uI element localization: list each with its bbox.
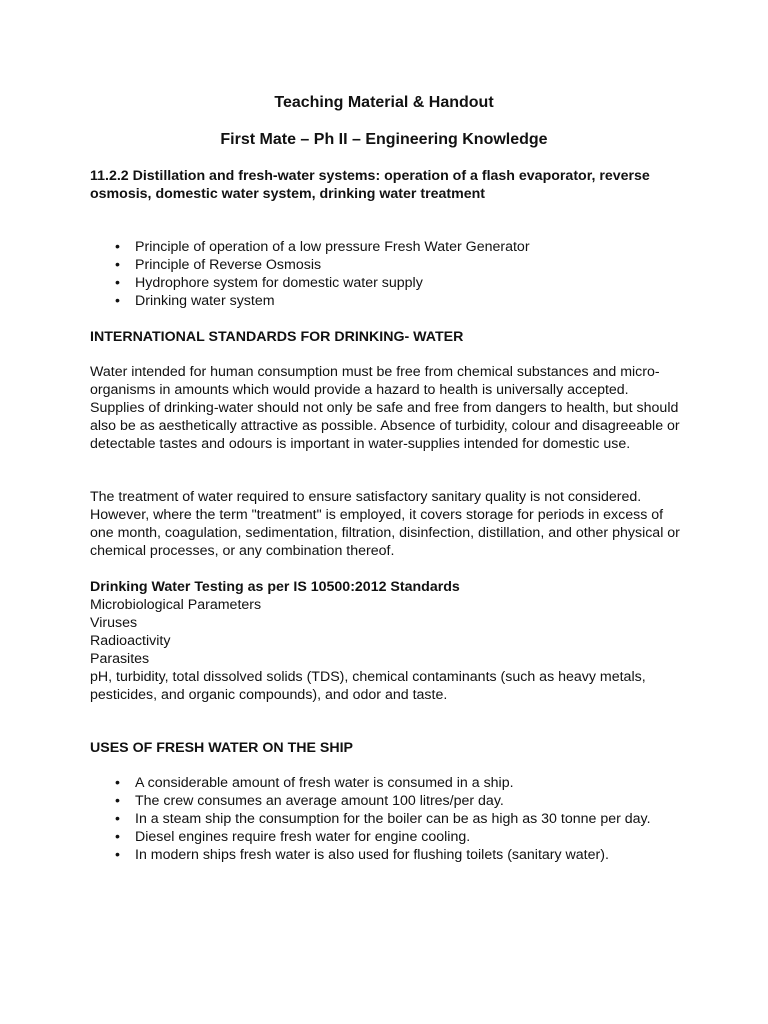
list-item: • The crew consumes an average amount 100 litres/per day. <box>115 793 504 809</box>
list-item: • Principle of operation of a low pressure Fresh Water Generator <box>115 239 530 255</box>
syllabus-heading: 11.2.2 Distillation and fresh-water systems: operation of a flash evaporator, reverse osmosis, domestic water system, drinking water treatment <box>90 168 650 202</box>
list-item: Parasites <box>90 651 150 667</box>
list-item: • Principle of Reverse Osmosis <box>115 257 322 273</box>
document-title: Teaching Material & Handout <box>274 94 494 111</box>
syllabus-list <box>90 238 690 310</box>
list-item: • Drinking water system <box>115 293 275 309</box>
list-item: Microbiological Parameters <box>90 597 262 613</box>
document-subtitle: First Mate – Ph II – Engineering Knowledge <box>220 131 548 148</box>
testing-list <box>90 596 650 704</box>
uses-list <box>90 774 670 864</box>
list-item: • In a steam ship the consumption for the boiler can be as high as 30 tonne per day. <box>115 811 651 827</box>
list-item: • Hydrophore system for domestic water supply <box>115 275 423 291</box>
uses-heading: USES OF FRESH WATER ON THE SHIP <box>90 740 354 756</box>
standards-heading: INTERNATIONAL STANDARDS FOR DRINKING- WATER <box>90 329 464 345</box>
standards-paragraph-1: Water intended for human consumption must be free from chemical substances and micro-organisms in amounts which would provide a hazard to health is universally accepted. Supplies of drinking-water should not only be safe and free from dangers to health, but should also be as aesthetically attractive as possible. Absence of turbidity, colour and disagreeable or detectable tastes and odours is important in water-supplies intended for domestic use. <box>90 364 680 452</box>
list-item: • A considerable amount of fresh water is consumed in a ship. <box>115 775 514 791</box>
list-item: • In modern ships fresh water is also used for flushing toilets (sanitary water). <box>115 847 609 863</box>
list-item: Radioactivity <box>90 633 171 649</box>
standards-paragraph-2: The treatment of water required to ensure satisfactory sanitary quality is not considered. However, where the term "treatment" is employed, it covers storage for periods in excess of one month, coagulation, sedimentation, filtration, disinfection, distillation, and other physical or chemical processes, or any combination thereof. <box>90 489 680 559</box>
testing-heading: Drinking Water Testing as per IS 10500:2012 Standards <box>90 579 460 595</box>
list-item: • Diesel engines require fresh water for engine cooling. <box>115 829 471 845</box>
list-item: pH, turbidity, total dissolved solids (TDS), chemical contaminants (such as heavy metals, pesticides, and organic compounds), and odor and taste. <box>90 669 646 703</box>
list-item: Viruses <box>90 615 138 631</box>
